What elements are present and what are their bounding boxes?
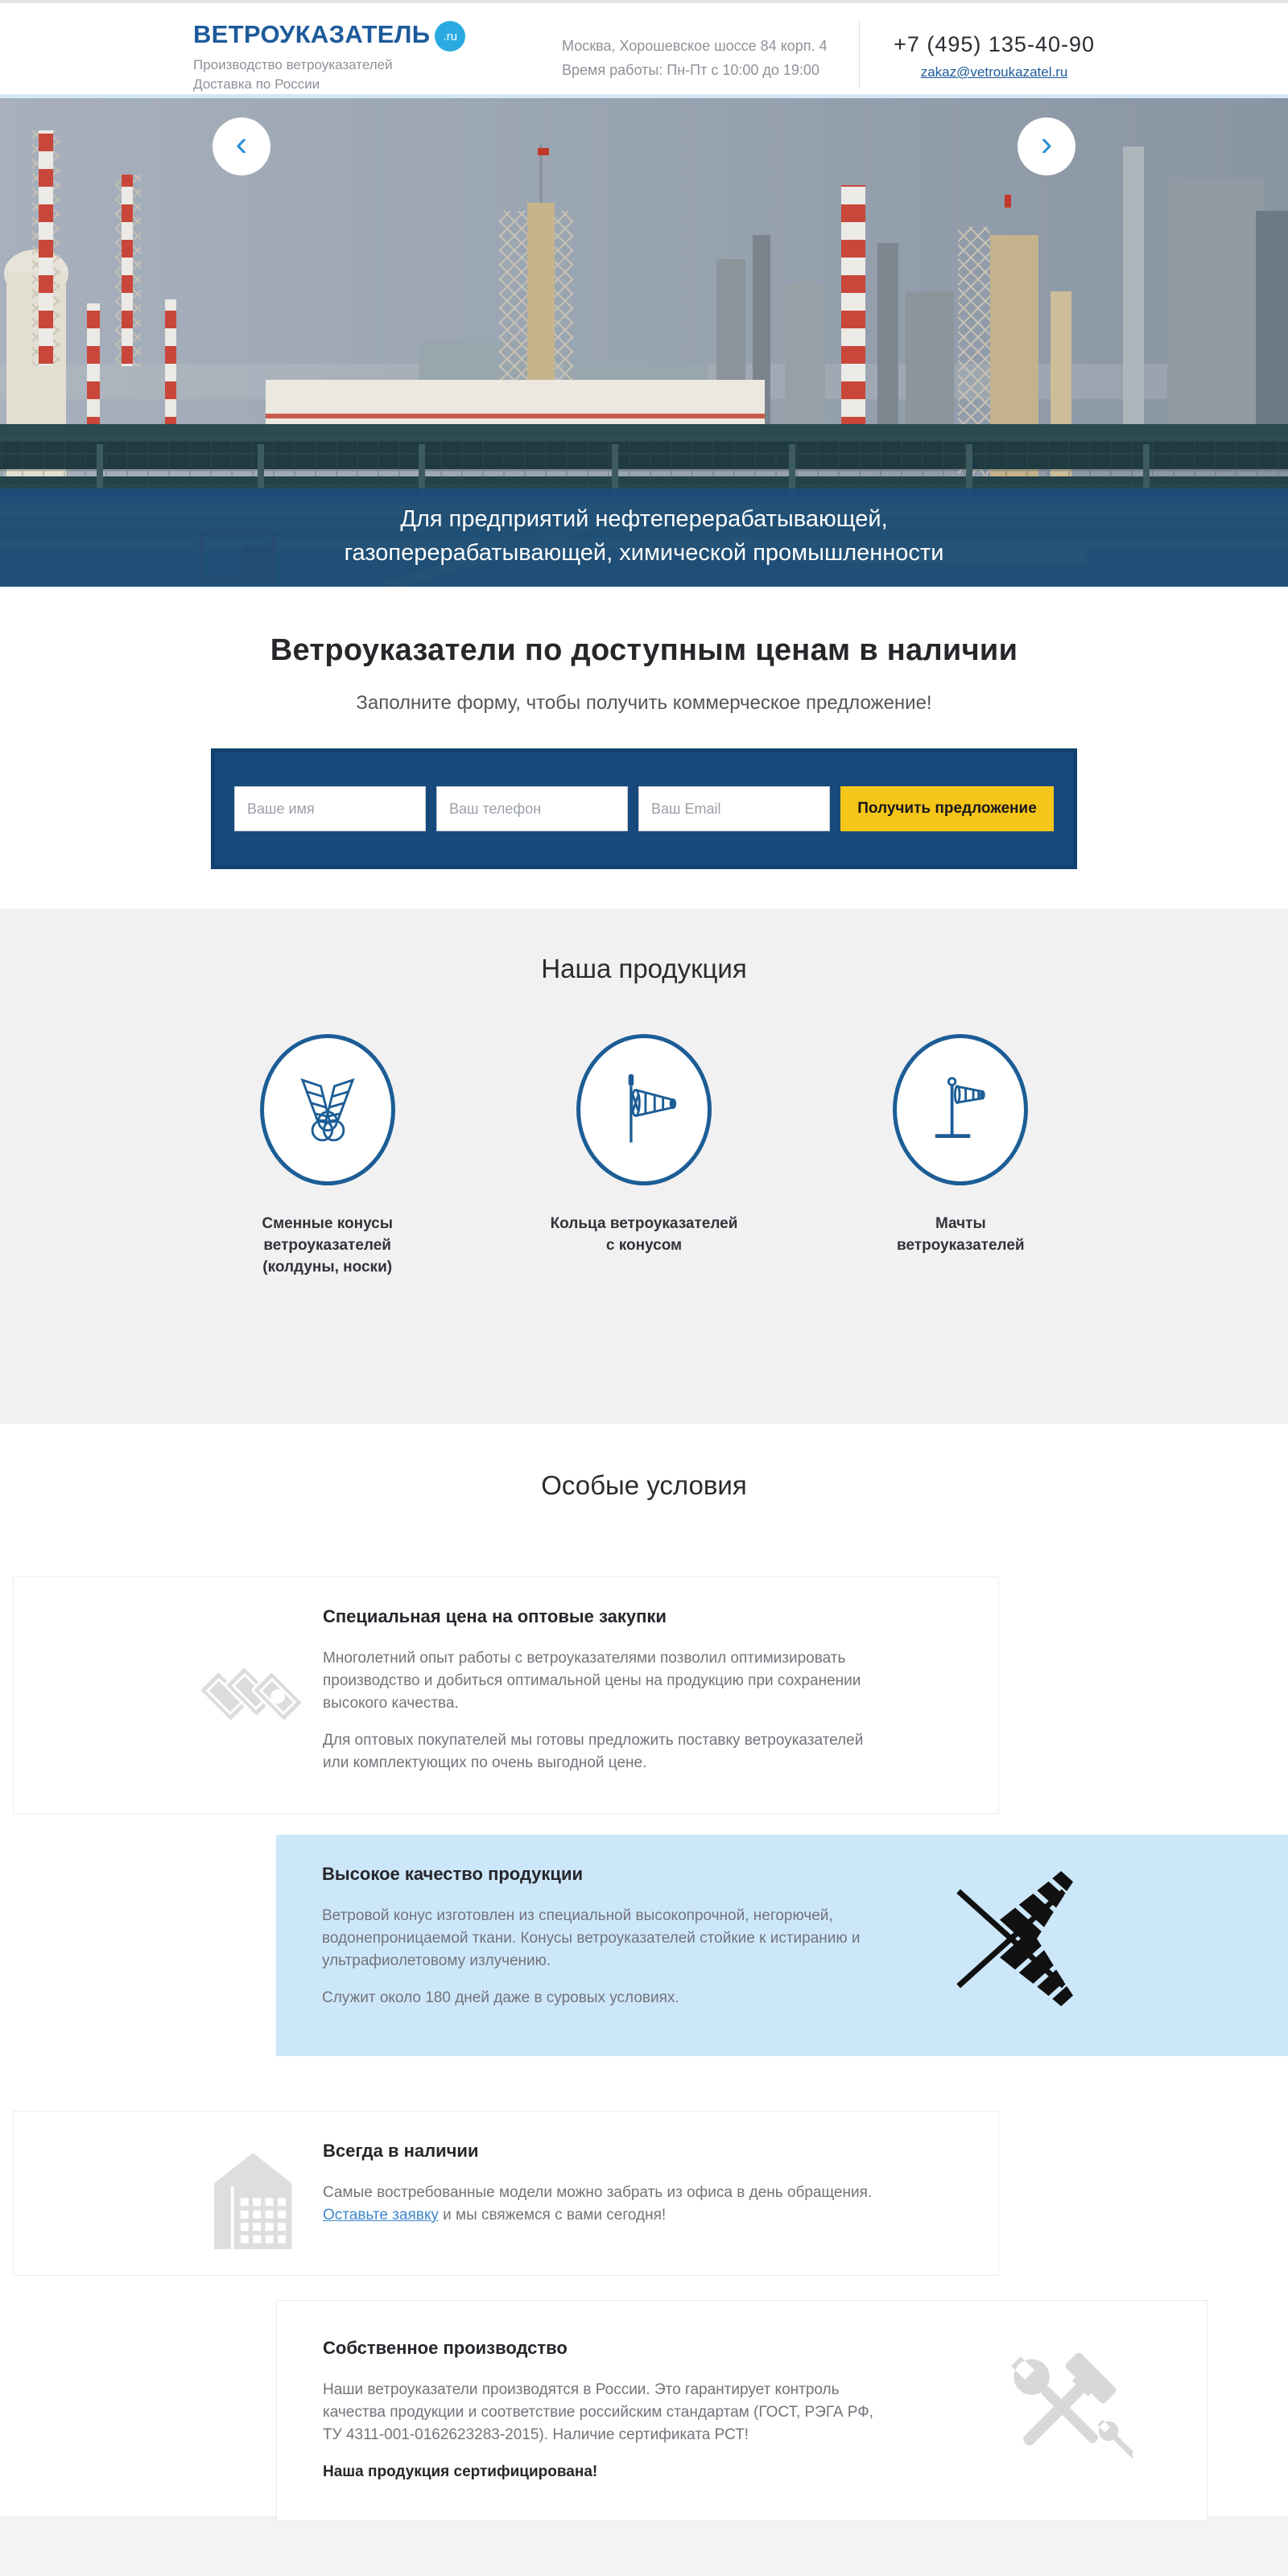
feature-card-title: Высокое качество продукции — [322, 1864, 583, 1884]
offer-subtitle: Заполните форму, чтобы получить коммерческое предложение! — [356, 692, 932, 714]
site-header — [0, 3, 1288, 98]
products-title: Наша продукция — [541, 954, 747, 983]
name-input[interactable] — [234, 786, 426, 831]
feature-card-text: Самые востребованные модели можно забрать из офиса в день обращения. Оставьте заявку и мы свяжемся с вами сегодня! — [323, 2184, 873, 2224]
feature-card-paragraph: Служит около 180 дней даже в суровых условиях. — [322, 1989, 679, 2006]
tools-icon — [991, 2336, 1133, 2478]
carousel-band — [0, 488, 1288, 587]
hero-section — [0, 98, 1288, 587]
phone-input[interactable] — [436, 786, 628, 831]
feature-card-paragraph: Ветровой конус изготовлен из специальной высокопрочной, негорючей, водонепроницаемой ткани. Конусы ветроуказателей стойкие к истиранию и ультрафиолетовому излучению. — [322, 1907, 861, 1969]
product-circle — [576, 1034, 712, 1185]
header-address — [562, 21, 828, 82]
product-circle — [260, 1034, 395, 1185]
chevron-right-icon: › — [1040, 124, 1053, 163]
carousel-prev-button[interactable] — [213, 117, 270, 175]
feature-card-title: Собственное производство — [323, 2338, 568, 2358]
windsock-mast-icon — [919, 1066, 1002, 1153]
product-item-masts — [803, 1034, 1119, 1278]
product-item-rings — [485, 1034, 802, 1278]
crossed-windsocks-icon — [942, 1864, 1080, 2013]
carousel-caption: Для предприятий нефтеперерабатывающей, газоперерабатывающей, химической промышленности — [344, 506, 944, 566]
feature-card-production — [276, 2300, 1208, 2521]
address-line: Москва, Хорошевское шоссе 84 корп. 4 — [562, 38, 828, 54]
product-circle — [893, 1034, 1028, 1185]
products-section — [0, 909, 1288, 1424]
footer-strip — [0, 2516, 1288, 2576]
feature-card-paragraph: Многолетний опыт работы с ветроуказателями позволил оптимизировать производство и добиться оптимальной цены на продукцию при сохранении высокого качества. — [323, 1650, 861, 1712]
header-contacts — [894, 21, 1095, 80]
feature-card-stock — [13, 2111, 999, 2276]
logo-tagline: Производство ветроуказателей Доставка по России — [193, 57, 393, 92]
feature-card-paragraph: Для оптовых покупателей мы готовы предложить поставку ветроуказателей или комплектующих по очень выгодной цене. — [323, 1732, 864, 1771]
product-label: Сменные конусы ветроуказателей (колдуны, носки) — [262, 1215, 393, 1276]
logo[interactable] — [193, 21, 523, 94]
carousel-next-button[interactable] — [1018, 117, 1075, 175]
offer-title: Ветроуказатели по доступным ценам в наличии — [270, 633, 1018, 667]
feature-card-paragraph: Наши ветроуказатели производятся в России. Это гарантирует контроль качества продукции и соответствие российским стандартам (ГОСТ, РЭГА РФ, ТУ 4311-001-0162623283-2015). Наличие сертификата РСТ! — [323, 2381, 873, 2443]
leave-request-link[interactable]: Оставьте заявку — [323, 2207, 439, 2224]
product-label: Мачты ветроуказателей — [897, 1215, 1025, 1254]
logo-text: ВЕТРОУКАЗАТЕЛЬ — [193, 20, 431, 48]
feature-card-quality — [276, 1835, 1288, 2056]
feature-card-note: Наша продукция сертифицирована! — [323, 2463, 598, 2480]
email-link[interactable]: zakaz@vetroukazatel.ru — [920, 64, 1068, 80]
features-section — [0, 1424, 1288, 2516]
logo-ru-badge: .ru — [435, 21, 465, 52]
warehouse-icon — [207, 2144, 302, 2257]
windsock-cones-icon — [286, 1066, 369, 1153]
feature-card-title: Специальная цена на оптовые закупки — [323, 1606, 667, 1626]
banknotes-icon — [194, 1647, 316, 1741]
feature-card-title: Всегда в наличии — [323, 2141, 479, 2161]
product-item-cones — [169, 1034, 485, 1278]
phone-number: +7 (495) 135-40-90 — [894, 32, 1095, 56]
product-label: Кольца ветроуказателей с конусом — [550, 1215, 738, 1254]
windsock-ring-icon — [602, 1066, 686, 1153]
submit-button[interactable]: Получить предложение — [840, 786, 1054, 831]
features-title: Особые условия — [541, 1470, 747, 1500]
work-hours: Время работы: Пн-Пт с 10:00 до 19:00 — [562, 62, 819, 78]
chevron-left-icon: ‹ — [235, 124, 248, 163]
offer-section — [0, 587, 1288, 909]
feature-card-wholesale — [13, 1577, 999, 1814]
email-input[interactable] — [638, 786, 830, 831]
header-divider — [859, 21, 860, 87]
lead-form — [211, 748, 1077, 869]
